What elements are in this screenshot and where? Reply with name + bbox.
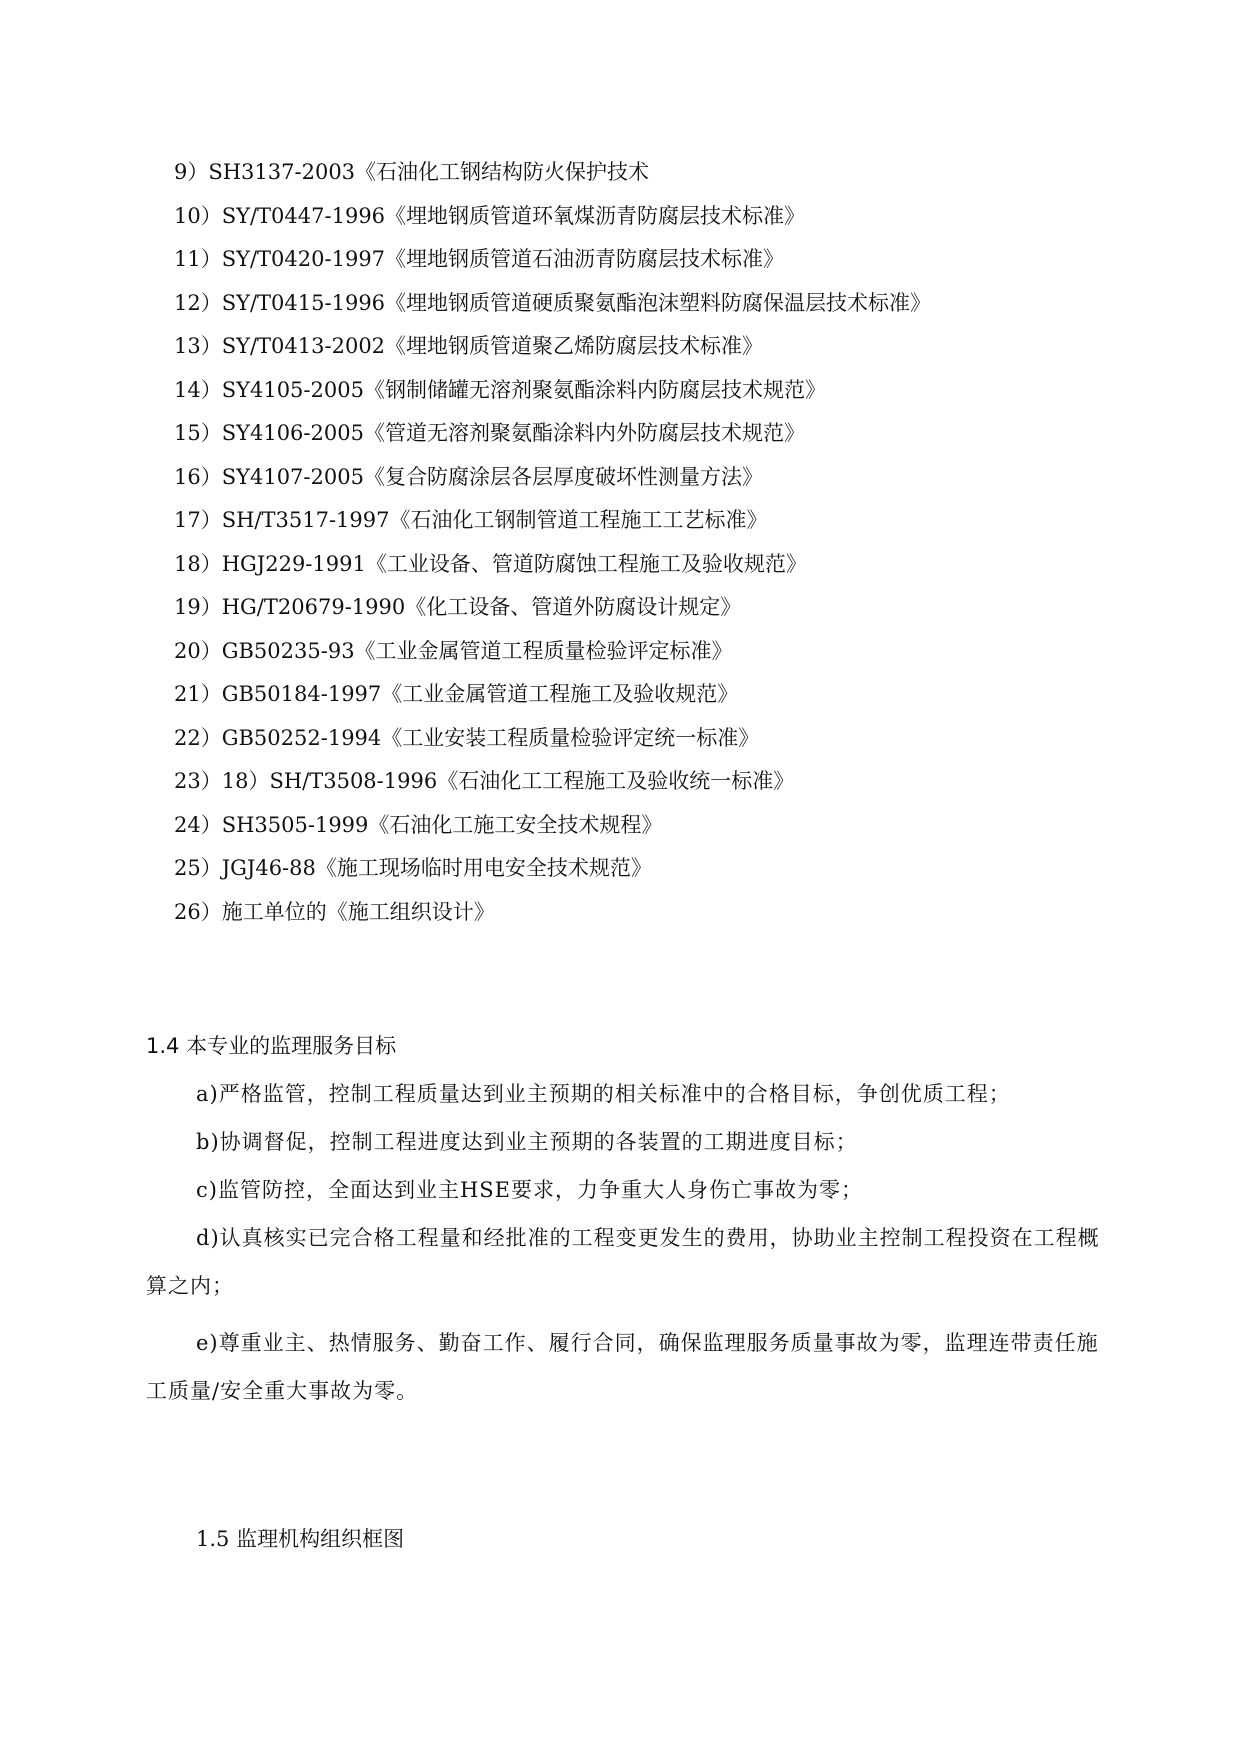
reference-item: 14）SY4105-2005《钢制储罐无溶剂聚氨酯涂料内防腐层技术规范》 [174,378,826,402]
reference-item: 21）GB50184-1997《工业金属管道工程施工及验收规范》 [174,682,739,706]
goal-item: c)监管防控，全面达到业主HSE要求，力争重大人身伤亡事故为零； [196,1178,863,1202]
reference-item: 16）SY4107-2005《复合防腐涂层各层厚度破坏性测量方法》 [174,465,763,489]
reference-item: 10）SY/T0447-1996《埋地钢质管道环氧煤沥青防腐层技术标准》 [174,204,806,228]
reference-item: 18）HGJ229-1991《工业设备、管道防腐蚀工程施工及验收规范》 [174,552,807,576]
reference-item: 25）JGJ46-88《施工现场临时用电安全技术规范》 [174,856,652,880]
reference-item: 9）SH3137-2003《石油化工钢结构防火保护技术 [174,160,650,184]
reference-item: 11）SY/T0420-1997《埋地钢质管道石油沥青防腐层技术标准》 [174,247,785,271]
reference-item: 26）施工单位的《施工组织设计》 [174,900,495,924]
goal-item: b)协调督促，控制工程进度达到业主预期的各装置的工期进度目标； [196,1130,858,1154]
reference-item: 19）HG/T20679-1990《化工设备、管道外防腐设计规定》 [174,595,742,619]
goal-item: e)尊重业主、热情服务、勤奋工作、履行合同，确保监理服务质量事故为零，监理连带责任施工质量/安全重大事故为零。 [146,1331,1099,1403]
reference-item: 17）SH/T3517-1997《石油化工钢制管道工程施工工艺标准》 [174,508,768,532]
reference-item: 12）SY/T0415-1996《埋地钢质管道硬质聚氨酯泡沫塑料防腐保温层技术标准》 [174,291,932,315]
subsection-heading: 1.5 监理机构组织框图 [196,1527,405,1551]
goal-item: a)严格监管，控制工程质量达到业主预期的相关标准中的合格目标，争创优质工程； [196,1082,1011,1106]
goal-item: d)认真核实已完合格工程量和经批准的工程变更发生的费用，协助业主控制工程投资在工程概算之内； [146,1226,1100,1298]
reference-item: 13）SY/T0413-2002《埋地钢质管道聚乙烯防腐层技术标准》 [174,334,764,358]
section-heading: 1.4 本专业的监理服务目标 [146,1034,397,1058]
goals-list [146,1079,1116,1433]
reference-item: 22）GB50252-1994《工业安装工程质量检验评定统一标准》 [174,726,760,750]
reference-item: 20）GB50235-93《工业金属管道工程质量检验评定标准》 [174,639,733,663]
reference-item: 24）SH3505-1999《石油化工施工安全技术规程》 [174,813,663,837]
reference-item: 23）18）SH/T3508-1996《石油化工工程施工及验收统一标准》 [174,769,795,793]
reference-item: 15）SY4106-2005《管道无溶剂聚氨酯涂料内外防腐层技术规范》 [174,421,805,445]
